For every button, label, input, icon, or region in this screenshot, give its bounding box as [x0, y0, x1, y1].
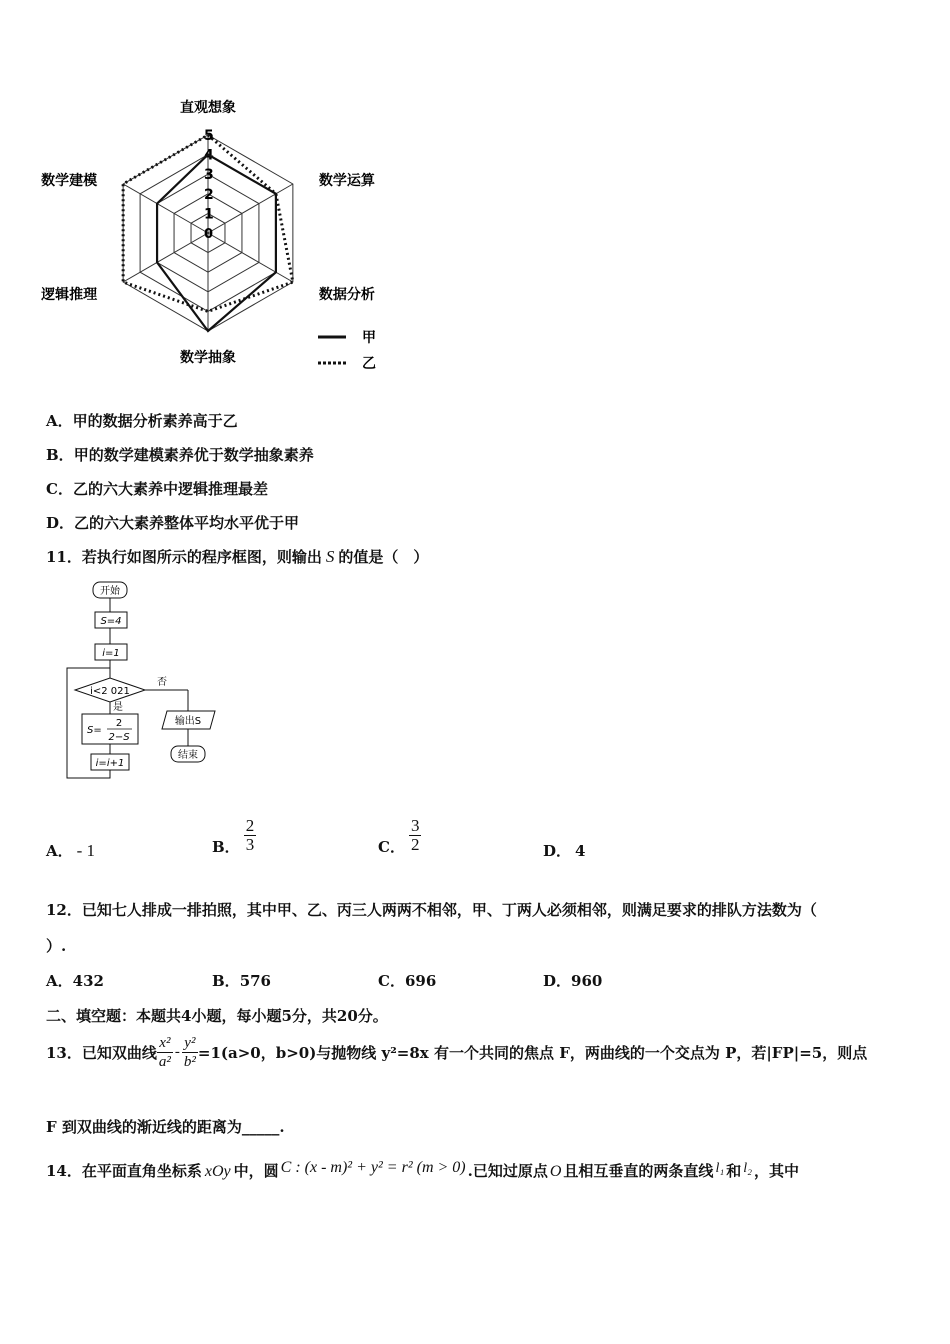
flow-assign-num: 2 — [115, 718, 123, 729]
radar-axis-label: 数据分析 — [318, 287, 375, 303]
question-14-line1 — [46, 1160, 799, 1181]
q11-option-c — [378, 814, 421, 857]
q14-post: ，其中 — [753, 1162, 799, 1180]
section-2-heading: 二、填空题：本题共4小题，每小题5分，共20分。 — [46, 1007, 388, 1025]
q14-circle-eq: C : (x - m)² + y² = r² (m > 0) — [280, 1159, 466, 1176]
q13-eq-tail: =1(a>0，b>0)与抛物线 y²=8x 有一个共同的焦点 F，两曲线的一个交点为 P，若|FP|=5，则点 — [197, 1044, 868, 1062]
radar-ring-label: 3 — [204, 167, 214, 184]
flow-init-i-text: i=1 — [102, 648, 120, 659]
option-text: 甲的数学建模素养优于数学抽象素养 — [73, 446, 314, 464]
option-label: B． — [212, 972, 240, 990]
option-label: A． — [46, 842, 73, 860]
option-label: A． — [46, 972, 73, 990]
legend-label-jia: 甲 — [362, 330, 376, 346]
q12-option-c — [378, 970, 436, 991]
radar-spoke — [123, 184, 208, 233]
radar-series-jia — [157, 155, 276, 331]
q10-option-b — [46, 444, 314, 465]
q12-option-a — [46, 970, 104, 991]
radar-ring-label: 0 — [204, 227, 214, 242]
fraction-numerator: 3 — [410, 816, 420, 835]
option-label: B． — [46, 446, 74, 464]
option-text: 乙的六大素养中逻辑推理最差 — [72, 480, 268, 498]
q11-var: S — [325, 547, 335, 566]
flow-yes-label: 是 — [113, 702, 123, 713]
fraction-denominator: 3 — [245, 835, 255, 854]
radar-grid — [123, 128, 293, 331]
option-label: D． — [543, 842, 572, 860]
radar-ring-label: 1 — [204, 206, 214, 223]
option-label: D． — [543, 972, 572, 990]
q13-fraction-x: $\frac{\text{x²}}{\text{a²}}$ — [158, 1035, 171, 1070]
q12-option-b — [212, 970, 271, 991]
q11-stem-pre: 11．若执行如图所示的程序框图，则输出 — [46, 548, 322, 566]
q14-mid1: 中，圆 — [233, 1162, 279, 1180]
radar-axis-label: 数学建模 — [41, 173, 98, 189]
flow-assign-den: 2−S — [108, 732, 130, 743]
option-value: 4 — [575, 842, 586, 860]
q14-mid2: .已知过原点 — [467, 1162, 548, 1180]
radar-axis-label: 逻辑推理 — [41, 287, 98, 303]
option-value: 432 — [72, 972, 104, 990]
q14-coord: xOy — [204, 1163, 231, 1180]
option-label: C． — [46, 480, 73, 498]
q14-l1: l₁ — [715, 1161, 725, 1176]
option-fraction — [244, 817, 257, 854]
flow-assign-lhs: S= — [87, 725, 102, 736]
option-value: - 1 — [76, 841, 96, 860]
option-fraction — [409, 817, 422, 854]
option-text: 乙的六大素养整体平均水平优于甲 — [74, 514, 300, 532]
radar-ring-label: 5 — [204, 128, 214, 144]
q11-option-d — [543, 840, 585, 861]
radar-axis-label: 直观想象 — [180, 100, 236, 116]
flow-inc-text: i=i+1 — [95, 758, 125, 769]
radar-axis-label: 数学运算 — [318, 173, 375, 189]
option-label: C． — [378, 972, 405, 990]
q14-origin: O — [549, 1163, 562, 1180]
q13-pre: 13．已知双曲线 — [46, 1044, 157, 1062]
option-value: 960 — [571, 972, 603, 990]
question-13-line1 — [46, 1034, 867, 1071]
legend-label-yi: 乙 — [362, 356, 376, 372]
q14-pre: 14．在平面直角坐标系 — [46, 1162, 202, 1180]
q13-fraction-y: $\frac{\text{y²}}{\text{b²}}$ — [183, 1035, 196, 1070]
flow-end-text: 结束 — [178, 750, 198, 761]
flow-init-s-text: S=4 — [100, 616, 122, 627]
q11-option-a — [46, 840, 95, 861]
radar-ring-label: 4 — [204, 147, 214, 164]
q11-option-b — [212, 814, 256, 857]
question-13-line2: F 到双曲线的渐近线的距离为_____. — [46, 1118, 285, 1136]
q14-mid3: 且相互垂直的两条直线 — [563, 1162, 714, 1180]
q10-option-d — [46, 512, 299, 533]
q10-option-a — [46, 410, 238, 431]
flow-no-label: 否 — [157, 677, 167, 688]
flowchart — [55, 578, 230, 788]
fraction-denominator: 2 — [410, 835, 420, 854]
question-12-line1: 12．已知七人排成一排拍照，其中甲、乙、丙三人两两不相邻，甲、丁两人必须相邻，则满足要求的排队方法数为（ — [46, 901, 817, 919]
radar-ring-label: 2 — [204, 186, 214, 203]
q12-option-d — [543, 970, 602, 991]
option-text: 甲的数据分析素养高于乙 — [72, 412, 238, 430]
q13-minus: - — [174, 1044, 180, 1060]
option-label: D． — [46, 514, 75, 532]
q14-and: 和 — [726, 1162, 742, 1180]
radar-axis-label: 数学抽象 — [180, 350, 236, 366]
q11-stem-post: 的值是（ ） — [338, 548, 429, 566]
q10-option-c — [46, 478, 268, 499]
option-label: C． — [378, 838, 405, 856]
option-label: A． — [46, 412, 73, 430]
flow-output-text: 输出S — [174, 716, 202, 727]
fraction-numerator: 2 — [245, 816, 255, 835]
question-12-line2: ）. — [46, 937, 67, 955]
radar-spoke — [208, 233, 293, 282]
option-label: B． — [212, 838, 240, 856]
question-11-stem — [46, 546, 428, 567]
option-value: 576 — [239, 972, 271, 990]
flow-start-text: 开始 — [100, 586, 120, 597]
flow-decision-text: i<2 021 — [90, 686, 130, 697]
option-value: 696 — [404, 972, 437, 990]
radar-chart — [0, 90, 420, 380]
q14-l2: l₂ — [743, 1161, 752, 1176]
